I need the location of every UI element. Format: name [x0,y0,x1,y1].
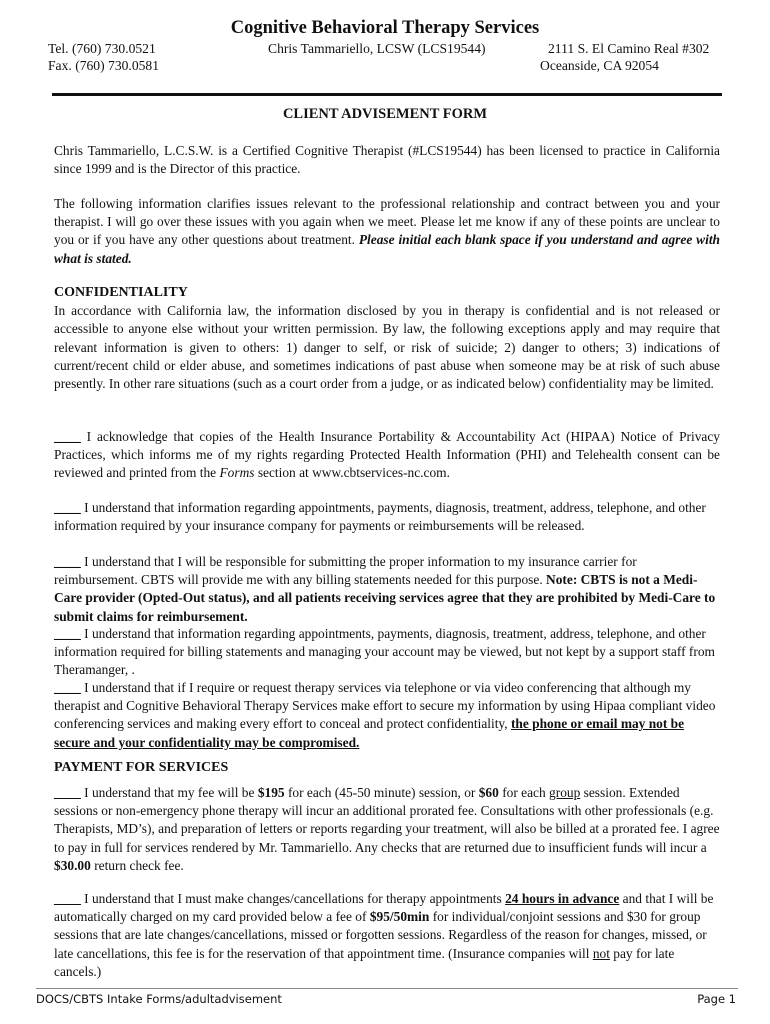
payment-fee [54,784,720,875]
ack-insurance-body: I understand that information regarding appointments, payments, diagnosis, treatment, address, telephone, and other information required by your insurance company for payments or reimbursements will be released. [54,500,706,534]
payment-cancellation [54,890,720,981]
fee-part-a: I understand that my fee will be [84,785,255,800]
practice-title: Cognitive Behavioral Therapy Services [230,18,540,38]
initial-blank[interactable]: ____ [54,554,81,569]
advance-notice: 24 hours in advance [505,891,620,906]
security-warning: the phone or email may not be secure and your confidentiality may be compromised. [54,716,685,750]
ack-hipaa [54,428,720,483]
initial-blank[interactable]: ____ [54,500,81,515]
header-divider [52,93,722,96]
cancel-part-d: pay for late cancels.) [54,945,675,979]
ack-support-text [54,625,720,680]
payment-fee-text [54,784,720,875]
cancel-part-b: and that I will be automatically charged on my card provided below a fee of [54,891,714,925]
intro-paragraph-1 [54,142,720,178]
group-word: group [549,785,581,800]
initial-blank[interactable]: ____ [54,891,81,906]
intro-text: The following information clarifies issues relevant to the professional relationship and contract between you and your therapist. I will go over these issues with you again when we meet. Please let me know if any of these points are unclear to you or if you have any other questions about treatment. [54,196,720,248]
ack-telehealth [54,679,720,752]
fee-part-c: for each [502,785,546,800]
fee-part-e: return check fee. [94,857,184,873]
payment-heading: PAYMENT FOR SERVICES [54,760,229,775]
medicare-note: Note: CBTS is not a Medi-Care provider (Opted-Out status), and all patients receiving services agree that they are prohibited by Medi-Care to submit claims for reimbursement. [54,572,716,624]
initial-blank[interactable]: ____ [54,680,81,695]
session-fee: $195 [257,785,285,800]
form-title: CLIENT ADVISEMENT FORM [282,106,488,122]
ack-telehealth-text [54,679,720,752]
initial-instruction: Please initial each blank space if you understand and agree with what is stated. [54,232,720,266]
ack-insurance-text [54,499,720,535]
ack-billing [54,553,720,626]
late-cancel-fee: $95/50min [369,909,430,925]
cancel-part-a: I understand that I must make changes/cancellations for therapy appointments [84,891,502,906]
cancel-part-c: for individual/conjoint sessions and $30 for group sessions that are late changes/cancellations, missed or forgotten sessions. Regardless of the reason for changes, missed, or late cancellations, this fee is for the reservation of that appointment time. (Insurance companies will [54,909,707,961]
intro-paragraph-2 [54,195,720,268]
footer-divider [36,988,738,989]
check-fee: $30.00 [54,857,91,873]
page-number: Page 1 [697,992,736,1006]
intro-text-2 [54,195,720,268]
ack-billing-body: I understand that I will be responsible for submitting the proper information to my insurance carrier for reimbursement. CBTS will provide me with any billing statements needed for this purpose. [54,554,637,588]
group-fee: $60 [478,785,499,800]
ack-support-staff [54,625,720,680]
confidentiality-section [54,284,720,393]
ack-hipaa-part-a: I acknowledge that copies of the Health Insurance Portability & Accountability Act (HIPAA) Notice of Privacy Practices, which informs me of my rights regarding Protected Health Information (PHI) and Telehealth consent can be reviewed and printed from the [54,429,720,481]
forms-link-text: Forms [219,465,255,481]
fee-part-d: session. Extended sessions or non-emergency phone therapy will incur an additional prorated fee. Consultations with other professionals (e.g. Therapists, MD’s), and preparation of letters or reports regarding your treatment, will also be billed at a prorated fee. I agree to pay in full for services rendered by Mr. Tammariello. Any checks that are returned due to insufficient funds will incur a [54,785,720,855]
fee-part-b: for each (45-50 minute) session, or [287,785,476,800]
initial-blank[interactable]: ____ [54,785,81,800]
header-fax: Fax. (760) 730.0581 [48,58,160,73]
ack-telehealth-body: I understand that if I require or request therapy services via telephone or via video conferencing that although my therapist and Cognitive Behavioral Therapy Services make effort to secure my information by using Hipaa compliant video conferencing services and making every effort to conceal and protect confidentiality, [54,680,716,732]
ack-billing-text [54,553,720,626]
intro-text-1: Chris Tammariello, L.C.S.W. is a Certified Cognitive Therapist (#LCS19544) has been licensed to practice in California since 1999 and is the Director of this practice. [54,143,720,177]
confidentiality-heading: CONFIDENTIALITY [54,285,188,300]
initial-blank[interactable]: ____ [54,626,81,641]
header-tel: Tel. (760) 730.0521 [48,41,156,56]
header-address-line2: Oceanside, CA 92054 [540,58,659,73]
footer-path: DOCS/CBTS Intake Forms/adultadvisement [36,992,282,1006]
header-therapist: Chris Tammariello, LCSW (LCS19544) [268,41,486,56]
not-word: not [592,945,610,961]
payment-section [54,759,720,777]
ack-hipaa-text [54,428,720,483]
confidentiality-text: In accordance with California law, the information disclosed by you in therapy is confidential and is not released or accessible to anyone else without your written permission. By law, the following exceptions apply and may require that relevant information is given to others: 1) danger to self, or risk of suicide; 2) danger to others; 3) indications of current/recent child or elder abuse, and sometimes indications of past abuse when someone may be at risk of such abuse presently. In other rare situations (such as a court order from a judge, or as indicated below) confidentiality may be limited. [54,303,720,392]
header-address-line1: 2111 S. El Camino Real #302 [548,41,710,56]
ack-insurance [54,499,720,535]
ack-hipaa-part-b: section at www.cbtservices-nc.com. [257,465,450,481]
ack-support-body: I understand that information regarding appointments, payments, diagnosis, treatment, address, telephone, and other information required for billing statements and managing your account may be viewed, but not kept by a support staff from Theramanger, . [54,626,715,678]
cancellation-text [54,890,720,981]
initial-blank[interactable]: ____ [54,429,81,444]
